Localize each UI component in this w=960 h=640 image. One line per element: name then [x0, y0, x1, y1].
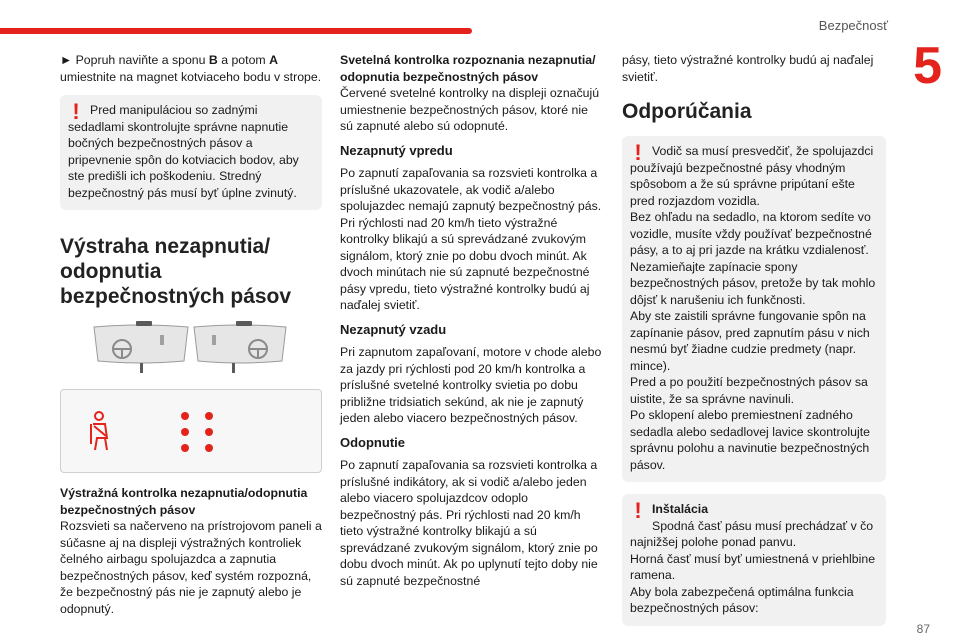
recommendation-line: Pred a po použití bezpečnostných pásov sa uistite, že sa správne navinuli. — [630, 375, 868, 406]
header-accent-bar — [0, 28, 472, 34]
warning-text: Pred manipuláciou so zadnými sedadlami skontrolujte správne napnutie bočných bezpečnostných pásov a pripevnenie spôn do kotviacich bodov, aby ste predišli ich poškodeniu. Stredný bezpečnostný pás musí byť úplne zvinutý. — [68, 103, 299, 200]
mirror-illustration — [60, 321, 322, 379]
unbuckling-text: Po zapnutí zapaľovania sa rozsvieti kontrolka a príslušné indikátory, ak si vodič a/alebo jeden alebo viacero spolujazdcov odoplo bezpečnostný pás. Pri rýchlosti nad 20 km/h tieto výstražné kontrolky blikajú a sú sprevádzané zvukovým signálom, ktorý znie po dobu dvoch minút. Ak po uplynutí tejto doby nie sú zapnuté bezpečnostné — [340, 458, 598, 588]
recommendation-line: Bez ohľadu na sedadlo, na ktorom sedíte vo vozidle, musíte vždy používať bezpečnostné pásy, a to aj pri jazde na krátku vzdialenosť. — [630, 210, 872, 257]
warning-icon: ! — [634, 140, 642, 165]
warning-icon: ! — [72, 99, 80, 124]
lamp-caption — [60, 485, 322, 617]
recommendation-line: Vodič sa musí presvedčiť, že spolujazdci používajú bezpečnostné pásy vhodným spôsobom a že sú správne pripútaní ešte pred rozjazdom vozidla. — [630, 144, 874, 208]
column-2 — [340, 52, 603, 589]
column-1 — [60, 52, 322, 617]
warning-box-recommendations — [622, 136, 886, 482]
page-number: 87 — [916, 622, 930, 636]
heading-rear-unfastened: Nezapnutý vzadu — [340, 321, 447, 337]
heading-unbuckling: Odopnutie — [340, 434, 405, 450]
front-unfastened-text: Po zapnutí zapaľovania sa rozsvieti kontrolka a príslušné ukazovatele, ak vodič a/alebo spolujazdec nemajú zapnutý bezpečnostný pás. Pri rýchlosti nad 20 km/h tieto výstražné kontrolky blikajú a sú sprevádzané zvukovým signálom, ktorý znie po dobu dvoch minút. Ak dvoch minútach nie sú zapnuté bezpečnostné pásy vpredu, tieto výstražné kontrolky budú aj naďalej svietiť. — [340, 166, 602, 312]
installation-line: Horná časť musí byť umiestnená v priehlbine ramena. — [630, 551, 876, 582]
section-heading-recommendations: Odporúčania — [622, 100, 752, 123]
warning-box-installation — [622, 494, 886, 626]
intro-paragraph: ► Popruh naviňte a sponu B a potom A umiestnite na magnet kotviaceho bodu v strope. — [60, 53, 322, 84]
column-3 — [622, 52, 886, 626]
indicator-text: Červené svetelné kontrolky na displeji označujú umiestnenie bezpečnostných pásov, ktoré nie sú zapnuté alebo sú odopnuté. — [340, 86, 600, 133]
seatbelt-warning-icon — [61, 390, 323, 472]
warning-box-rear-seats — [60, 95, 322, 210]
lamp-caption-text: Rozsvieti sa načerveno na prístrojovom paneli a súčasne aj na displeji výstražných kontroliek čelného airbagu spolujazdca a zapnutia bezpečnostných pásov, keď systém rozpozná, že bezpečnostný pás nie je zapnutý alebo je odopnutý. — [60, 519, 322, 616]
section-heading-seatbelt-warning: Výstraha nezapnutia/ odopnutia bezpečnostných pásov — [60, 235, 292, 308]
lamp-caption-title: Výstražná kontrolka nezapnutia/odopnutia bezpečnostných pásov — [60, 486, 308, 517]
installation-line: Aby bola zabezpečená optimálna funkcia bezpečnostných pásov: — [630, 584, 854, 615]
seatbelt-lamp-panel — [60, 389, 322, 473]
bullet-arrow: ► — [60, 53, 73, 67]
installation-line: Spodná časť pásu musí prechádzať v čo najnižšej polohe ponad panvu. — [630, 518, 874, 549]
recommendation-line: Nezamieňajte zapínacie spony bezpečnostných pásov, pretože by tak mohlo dôjsť k narušeniu ich funkčnosti. — [630, 259, 876, 307]
rear-unfastened-text: Pri zapnutom zapaľovaní, motore v chode alebo za jazdy pri rýchlosti pod 20 km/h kontrolka a príslušné svetelné kontrolky svietia po dobu približne tridsiatich sekúnd, ak nie je zapnutý jeden alebo viacero bezpečnostných pásov. — [340, 345, 602, 425]
recommendation-line: Po sklopení alebo premiestnení zadného sedadla alebo sedadlovej lavice skontrolujte správnu polohu a navinutie bezpečnostných pásov. — [630, 408, 870, 472]
warning-icon: ! — [634, 498, 642, 523]
indicator-title: Svetelná kontrolka rozpoznania nezapnutia/ odopnutia bezpečnostných pásov — [340, 53, 596, 84]
recommendation-line: Aby ste zaistili správne fungovanie spôn na zapínanie pásov, pred zapnutím pásu v nich nesmú byť žiadne cudzie predmety (napr. mince). — [630, 309, 870, 373]
continuation-text: pásy, tieto výstražné kontrolky budú aj naďalej svietiť. — [622, 53, 874, 84]
heading-front-unfastened: Nezapnutý vpredu — [340, 142, 453, 158]
installation-title: Inštalácia — [652, 502, 709, 516]
section-title: Bezpečnosť — [818, 18, 888, 33]
indicator-paragraph — [340, 52, 603, 135]
rear-view-mirror-icons — [60, 321, 322, 379]
chapter-number: 5 — [913, 37, 942, 95]
